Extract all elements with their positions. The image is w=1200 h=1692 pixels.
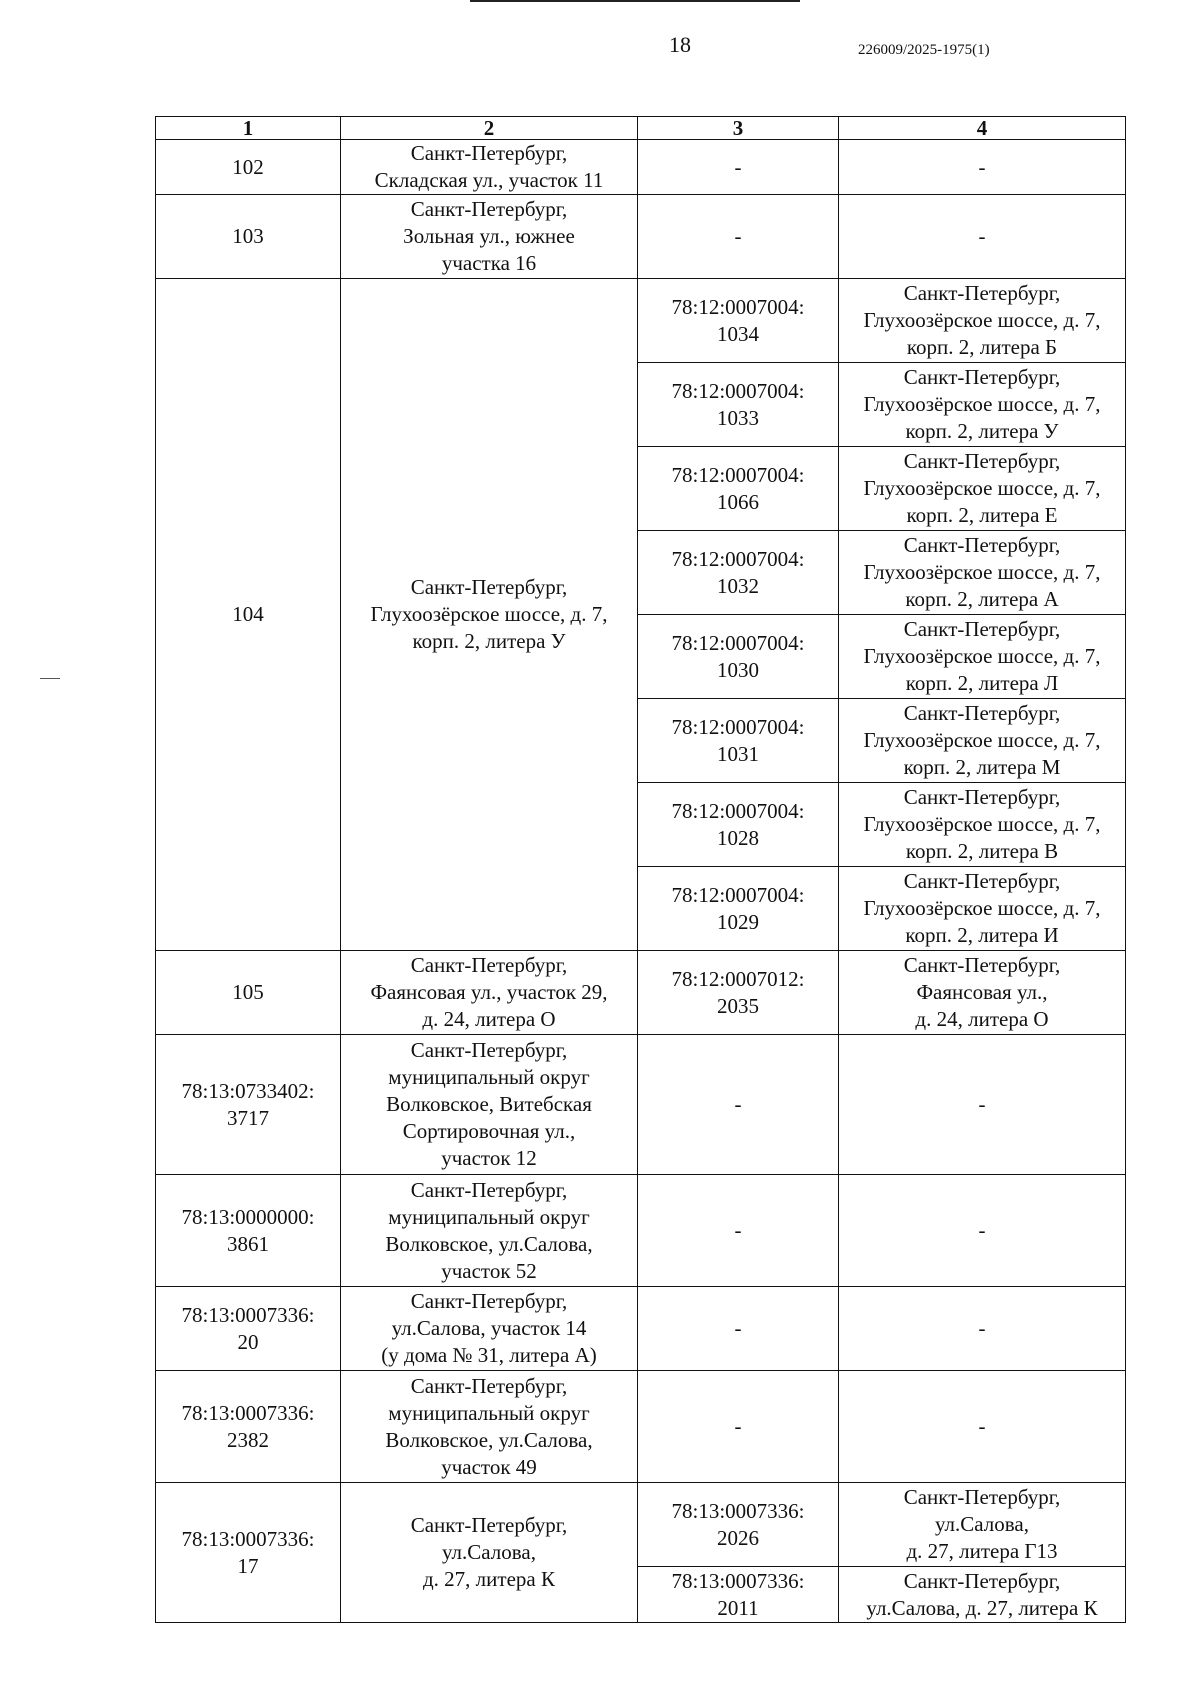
object-address-cell: Санкт-Петербург, Глухоозёрское шоссе, д. 7, корп. 2, литера Б xyxy=(839,279,1126,363)
object-address-cell: Санкт-Петербург, Фаянсовая ул., д. 24, литера О xyxy=(839,951,1126,1035)
column-header-1: 1 xyxy=(156,117,341,140)
cadastral-number-cell: - xyxy=(638,1175,839,1287)
row-number-cell: 105 xyxy=(156,951,341,1035)
object-address-cell: Санкт-Петербург, ул.Салова, д. 27, литера Г13 xyxy=(839,1483,1126,1567)
row-number-cell: 103 xyxy=(156,195,341,279)
table-row xyxy=(156,1371,1126,1483)
row-number-cell: 78:13:0733402: 3717 xyxy=(156,1035,341,1175)
row-number-cell: 104 xyxy=(156,279,341,951)
cadastral-number-cell: - xyxy=(638,195,839,279)
object-address-cell: - xyxy=(839,1371,1126,1483)
address-cell: Санкт-Петербург, Зольная ул., южнее участка 16 xyxy=(341,195,638,279)
row-number-cell: 78:13:0007336: 2382 xyxy=(156,1371,341,1483)
table-row xyxy=(156,279,1126,363)
margin-mark xyxy=(40,678,60,679)
cadastral-number-cell: - xyxy=(638,140,839,195)
address-cell: Санкт-Петербург, ул.Салова, участок 14 (у дома № 31, литера А) xyxy=(341,1287,638,1371)
object-address-cell: - xyxy=(839,195,1126,279)
table-row xyxy=(156,1035,1126,1175)
cadastral-number-cell: 78:12:0007004: 1029 xyxy=(638,867,839,951)
column-header-2: 2 xyxy=(341,117,638,140)
object-address-cell: Санкт-Петербург, ул.Салова, д. 27, литера К xyxy=(839,1567,1126,1623)
table-row xyxy=(156,140,1126,195)
cadastral-number-cell: 78:12:0007004: 1030 xyxy=(638,615,839,699)
cadastral-number-cell: 78:12:0007012: 2035 xyxy=(638,951,839,1035)
address-cell: Санкт-Петербург, муниципальный округ Волковское, ул.Салова, участок 49 xyxy=(341,1371,638,1483)
column-header-4: 4 xyxy=(839,117,1126,140)
column-header-3: 3 xyxy=(638,117,839,140)
address-cell: Санкт-Петербург, муниципальный округ Волковское, Витебская Сортировочная ул., участок 12 xyxy=(341,1035,638,1175)
cadastral-number-cell: 78:12:0007004: 1033 xyxy=(638,363,839,447)
object-address-cell: - xyxy=(839,1175,1126,1287)
cadastral-number-cell: - xyxy=(638,1287,839,1371)
object-address-cell: Санкт-Петербург, Глухоозёрское шоссе, д. 7, корп. 2, литера У xyxy=(839,363,1126,447)
row-number-cell: 78:13:0007336: 17 xyxy=(156,1483,341,1623)
row-number-cell: 78:13:0007336: 20 xyxy=(156,1287,341,1371)
object-address-cell: Санкт-Петербург, Глухоозёрское шоссе, д. 7, корп. 2, литера Е xyxy=(839,447,1126,531)
object-address-cell: - xyxy=(839,1035,1126,1175)
row-number-cell: 102 xyxy=(156,140,341,195)
cadastral-number-cell: - xyxy=(638,1371,839,1483)
cadastral-number-cell: - xyxy=(638,1035,839,1175)
address-cell: Санкт-Петербург, Глухоозёрское шоссе, д. 7, корп. 2, литера У xyxy=(341,279,638,951)
cadastral-number-cell: 78:12:0007004: 1066 xyxy=(638,447,839,531)
table-row xyxy=(156,1175,1126,1287)
address-cell: Санкт-Петербург, ул.Салова, д. 27, литера К xyxy=(341,1483,638,1623)
top-edge-rule xyxy=(470,0,800,2)
object-address-cell: Санкт-Петербург, Глухоозёрское шоссе, д. 7, корп. 2, литера А xyxy=(839,531,1126,615)
address-cell: Санкт-Петербург, Складская ул., участок 11 xyxy=(341,140,638,195)
address-cell: Санкт-Петербург, Фаянсовая ул., участок 29, д. 24, литера О xyxy=(341,951,638,1035)
cadastral-number-cell: 78:12:0007004: 1028 xyxy=(638,783,839,867)
object-address-cell: Санкт-Петербург, Глухоозёрское шоссе, д. 7, корп. 2, литера М xyxy=(839,699,1126,783)
cadastral-number-cell: 78:13:0007336: 2011 xyxy=(638,1567,839,1623)
cadastral-number-cell: 78:12:0007004: 1031 xyxy=(638,699,839,783)
object-address-cell: Санкт-Петербург, Глухоозёрское шоссе, д. 7, корп. 2, литера Л xyxy=(839,615,1126,699)
table-row xyxy=(156,1287,1126,1371)
page-number: 18 xyxy=(669,32,691,57)
table-row xyxy=(156,195,1126,279)
row-number-cell: 78:13:0000000: 3861 xyxy=(156,1175,341,1287)
cadastral-number-cell: 78:13:0007336: 2026 xyxy=(638,1483,839,1567)
object-address-cell: - xyxy=(839,1287,1126,1371)
document-reference: 226009/2025-1975(1) xyxy=(858,42,990,58)
registry-table xyxy=(155,116,1126,1623)
address-cell: Санкт-Петербург, муниципальный округ Волковское, ул.Салова, участок 52 xyxy=(341,1175,638,1287)
cadastral-number-cell: 78:12:0007004: 1032 xyxy=(638,531,839,615)
cadastral-number-cell: 78:12:0007004: 1034 xyxy=(638,279,839,363)
object-address-cell: - xyxy=(839,140,1126,195)
table-header-row xyxy=(156,117,1126,140)
object-address-cell: Санкт-Петербург, Глухоозёрское шоссе, д. 7, корп. 2, литера В xyxy=(839,783,1126,867)
table-row xyxy=(156,1483,1126,1567)
object-address-cell: Санкт-Петербург, Глухоозёрское шоссе, д. 7, корп. 2, литера И xyxy=(839,867,1126,951)
table-row xyxy=(156,951,1126,1035)
